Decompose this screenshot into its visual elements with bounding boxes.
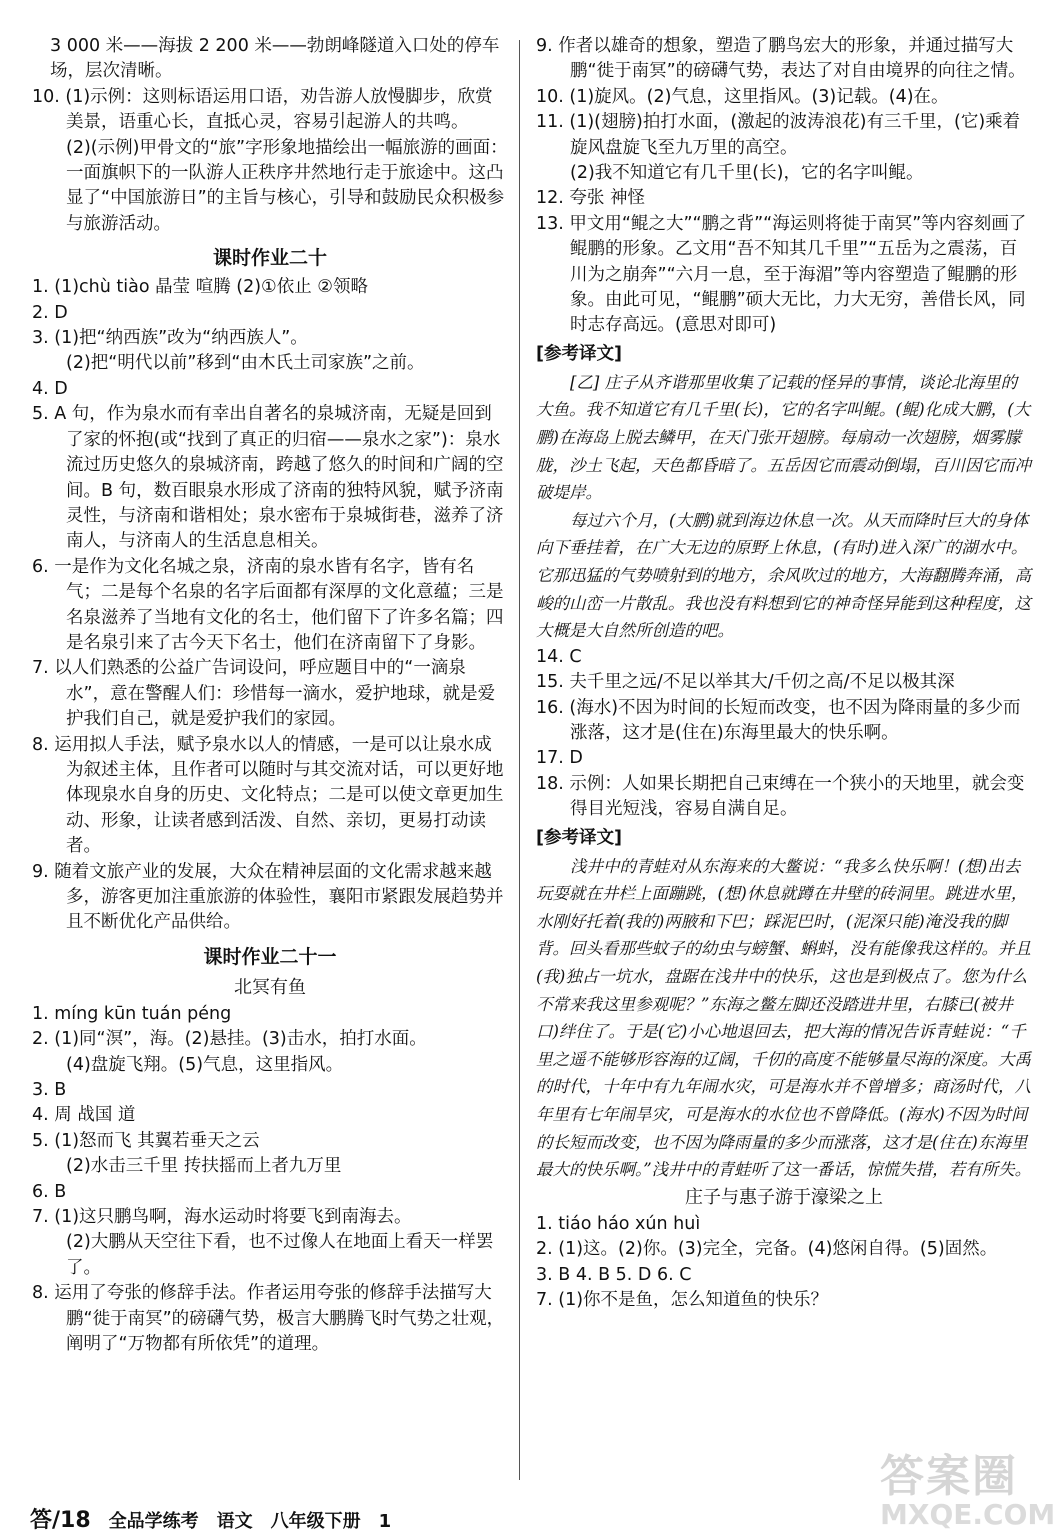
watermark-logo xyxy=(880,1440,1056,1531)
answer-21-15: 15. 夫千里之远/不足以举其大/千仞之高/不足以极其深 xyxy=(536,672,955,693)
answer-20-5: 5. A 句，作为泉水而有幸出自著名的泉城济南，无疑是回到了家的怀抱(或“找到了真正的归宿——泉水之家”)：泉水流过历史悠久的泉城济南，跨越了悠久的时间和广阔的空间。B 句，数百眼泉水形成了济南的独特风貌，赋予济南灵性，与济南和谐相处；泉水密布于泉城街巷，滋养了济南人，与济南人的生活息息相关。 xyxy=(32,404,504,552)
answer-21-8: 8. 运用了夸张的修辞手法。作者运用夸张的修辞手法描写大鹏“徙于南冥”的磅礴气势，极言大鹏腾飞时气势之壮观，阐明了“万物都有所依凭”的道理。 xyxy=(32,1283,505,1355)
page-footer xyxy=(30,1503,391,1534)
answer-21-2a: 2. (1)同“溟”，海。(2)悬挂。(3)击水，拍打水面。 xyxy=(32,1029,427,1050)
answer-20-4: 4. D xyxy=(32,378,68,399)
right-column xyxy=(536,34,1032,1313)
answer-21-11a: 11. (1)(翅膀)拍打水面，(激起的波涛浪花)有三千里，(它)乘着旋风盘旋飞至九万里的高空。 xyxy=(536,112,1021,158)
answer-20-8: 8. 运用拟人手法，赋予泉水以人的情感，一是可以让泉水成为叙述主体，且作者可以随时与其交流对话，可以更好地体现泉水自身的历史、文化特点；二是可以使文章更加生动、形象，让读者感到活泼、自然、亲切，更易打动读者。 xyxy=(32,734,504,857)
reference-translation-label: [参考译文] xyxy=(536,343,622,364)
answer-20-2: 2. D xyxy=(32,302,68,323)
lesson-title-haoliang: 庄子与惠子游于濠梁之上 xyxy=(685,1186,883,1208)
answer-hl-7: 7. (1)你不是鱼，怎么知道鱼的快乐？ xyxy=(536,1290,829,1310)
answer-21-9: 9. 作者以雄奇的想象，塑造了鹏鸟宏大的形象，并通过描写大鹏“徙于南冥”的磅礴气势，表达了对自由境界的向往之情。 xyxy=(536,36,1026,82)
answer-21-7a: 7. (1)这只鹏鸟啊，海水运动时将要飞到南海去。 xyxy=(32,1207,412,1228)
answer-21-13: 13. 甲文用“鲲之大”“鹏之背”“海运则将徙于南冥”等内容刻画了鲲鹏的形象。乙文用“吾不知其几千里”“五岳为之震荡，百川为之崩奔”“六月一息，至于海湄”等内容塑造了鲲鹏的形象。由此可见，“鲲鹏”硕大无比，力大无穷，善借长风，同时志存高远。(意思对即可) xyxy=(536,213,1027,336)
answer-21-4: 4. 周 战国 道 xyxy=(32,1105,136,1126)
answer-20-3b: (2)把“明代以前”移到“由木氏土司家族”之前。 xyxy=(66,353,425,374)
answer-21-7b: (2)大鹏从天空往下看，也不过像人在地面上看天一样罢了。 xyxy=(66,1232,494,1278)
book-brand: 全品学练考 xyxy=(108,1511,199,1532)
watermark-text: 答案圈 xyxy=(880,1451,1018,1502)
book-volume: 1 xyxy=(378,1511,392,1532)
section-heading-21: 课时作业二十一 xyxy=(203,945,337,968)
answer-21-5a: 5. (1)怒而飞 其翼若垂天之云 xyxy=(32,1130,260,1151)
book-subject: 语文 xyxy=(216,1511,253,1532)
answer-20-3a: 3. (1)把“纳西族”改为“纳西族人”。 xyxy=(32,328,308,349)
translation-frog: 浅井中的青蛙对从东海来的大鳖说：“我多么快乐啊！(想)出去玩耍就在井栏上面蹦跳，(想)休息就蹲在井壁的砖洞里。跳进水里，水刚好托着(我的)两腋和下巴；踩泥巴时，(泥深只能)淹没我的脚背。回头看那些蚊子的幼虫与螃蟹、蝌蚪，没有能像我这样的。并且(我)独占一坑水，盘踞在浅井中的快乐，这也是到极点了。您为什么不常来我这里参观呢？”东海之鳖左脚还没踏进井里，右膝已(被井口)绊住了。于是(它)小心地退回去，把大海的情况告诉青蛙说：“千里之遥不能够形容海的辽阔，千仞的高度不能够量尽海的深度。大禹的时代，十年中有九年闹水灾，可是海水并不曾增多；商汤时代，八年里有七年闹旱灾，可是海水的水位也不曾降低。(海水)不因为时间的长短而改变，也不因为降雨量的多少而涨落，这才是(住在)东海里最大的快乐啊。”浅井中的青蛙听了这一番话，惊慌失措，若有所失。 xyxy=(536,856,1032,1180)
answer-21-5b: (2)水击三千里 抟扶摇而上者九万里 xyxy=(66,1156,342,1177)
answer-21-16: 16. (海水)不因为时间的长短而改变，也不因为降雨量的多少而涨落，这才是(住在)东海里最大的快乐啊。 xyxy=(536,697,1021,744)
column-divider xyxy=(519,40,520,1480)
answer-hl-3-6: 3. B 4. B 5. D 6. C xyxy=(536,1264,692,1285)
answer-21-2b: (4)盘旋飞翔。(5)气息，这里指风。 xyxy=(66,1054,344,1075)
answer-20-6: 6. 一是作为文化名城之泉，济南的泉水皆有名字，皆有名气；二是每个名泉的名字后面都有深厚的文化意蕴；三是名泉滋养了当地有文化的名士，他们留下了许多名篇；四是名泉引来了古今天下名士，他们在济南留下了身影。 xyxy=(32,556,504,653)
left-column xyxy=(32,34,508,1358)
answer-10-2: (2)(示例)甲骨文的“旅”字形象地描绘出一幅旅游的画面：一面旗帜下的一队游人正秩序井然地行走于旅途中。这凸显了“中国旅游日”的主旨与核心，引导和鼓励民众积极参与旅游活动。 xyxy=(66,137,508,234)
answer-21-3: 3. B xyxy=(32,1080,67,1101)
answer-21-11b: (2)我不知道它有几千里(长)，它的名字叫鲲。 xyxy=(570,163,924,184)
answer-20-1: 1. (1)chù tiào 晶莹 喧腾 (2)①依止 ②领略 xyxy=(32,277,368,298)
answer-21-14: 14. C xyxy=(536,646,582,667)
watermark-url: MXQE.COM xyxy=(880,1498,1056,1531)
answer-21-1: 1. míng kūn tuán péng xyxy=(32,1003,232,1024)
book-grade: 八年级下册 xyxy=(270,1511,361,1532)
answer-20-7: 7. 以人们熟悉的公益广告词设问，呼应题目中的“一滴泉水”，意在警醒人们：珍惜每一滴水，爱护地球，就是爱护我们自己，就是爱护我们的家园。 xyxy=(32,658,496,730)
answer-21-18: 18. 示例：人如果长期把自己束缚在一个狭小的天地里，就会变得目光短浅，容易自满自足。 xyxy=(536,773,1025,820)
answer-10-1: 10. (1)示例：这则标语运用口语，劝告游人放慢脚步，欣赏美景，语重心长，直抵心灵，容易引起游人的共鸣。 xyxy=(32,86,493,133)
page-number: 答/18 xyxy=(30,1508,91,1533)
translation-yi-2: 每过六个月，(大鹏)就到海边休息一次。从天而降时巨大的身体向下垂挂着，在广大无边的原野上休息，(有时)进入深广的湖水中。它那迅猛的气势喷射到的地方，余风吹过的地方，大海翻腾奔涌，高峻的山峦一片散乱。我也没有料想到它的神奇怪异能到这种程度，这大概是大自然所创造的吧。 xyxy=(536,510,1031,641)
answer-21-12: 12. 夸张 神怪 xyxy=(536,188,645,209)
answer-hl-1: 1. tiáo háo xún huì xyxy=(536,1213,701,1234)
answer-21-10: 10. (1)旋风。(2)气息，这里指风。(3)记载。(4)在。 xyxy=(536,86,949,107)
section-heading-20: 课时作业二十 xyxy=(212,247,327,270)
lesson-title-beiming: 北冥有鱼 xyxy=(234,976,306,998)
translation-yi-1: [乙] 庄子从齐谐那里收集了记载的怪异的事情，谈论北海里的大鱼。我不知道它有几千里(长)，它的名字叫鲲。(鲲)化成大鹏，(大鹏)在海岛上脱去鳞甲，在天门张开翅膀。每扇动一次翅膀，烟雾朦胧，沙土飞起，天色都昏暗了。五岳因它而震动倒塌，百川因它而冲破堤岸。 xyxy=(536,372,1031,503)
answer-hl-2: 2. (1)这。(2)你。(3)完全，完备。(4)悠闲自得。(5)固然。 xyxy=(536,1239,998,1260)
answer-20-9: 9. 随着文旅产业的发展，大众在精神层面的文化需求越来越多，游客更加注重旅游的体验性，襄阳市紧跟发展趋势并且不断优化产品供给。 xyxy=(32,861,504,933)
answer-21-17: 17. D xyxy=(536,748,583,769)
reference-translation-label: [参考译文] xyxy=(536,827,622,848)
answer-intro: 3 000 米——海拔 2 200 米——勃朗峰隧道入口处的停车场，层次清晰。 xyxy=(50,36,500,82)
answer-21-6: 6. B xyxy=(32,1181,67,1202)
